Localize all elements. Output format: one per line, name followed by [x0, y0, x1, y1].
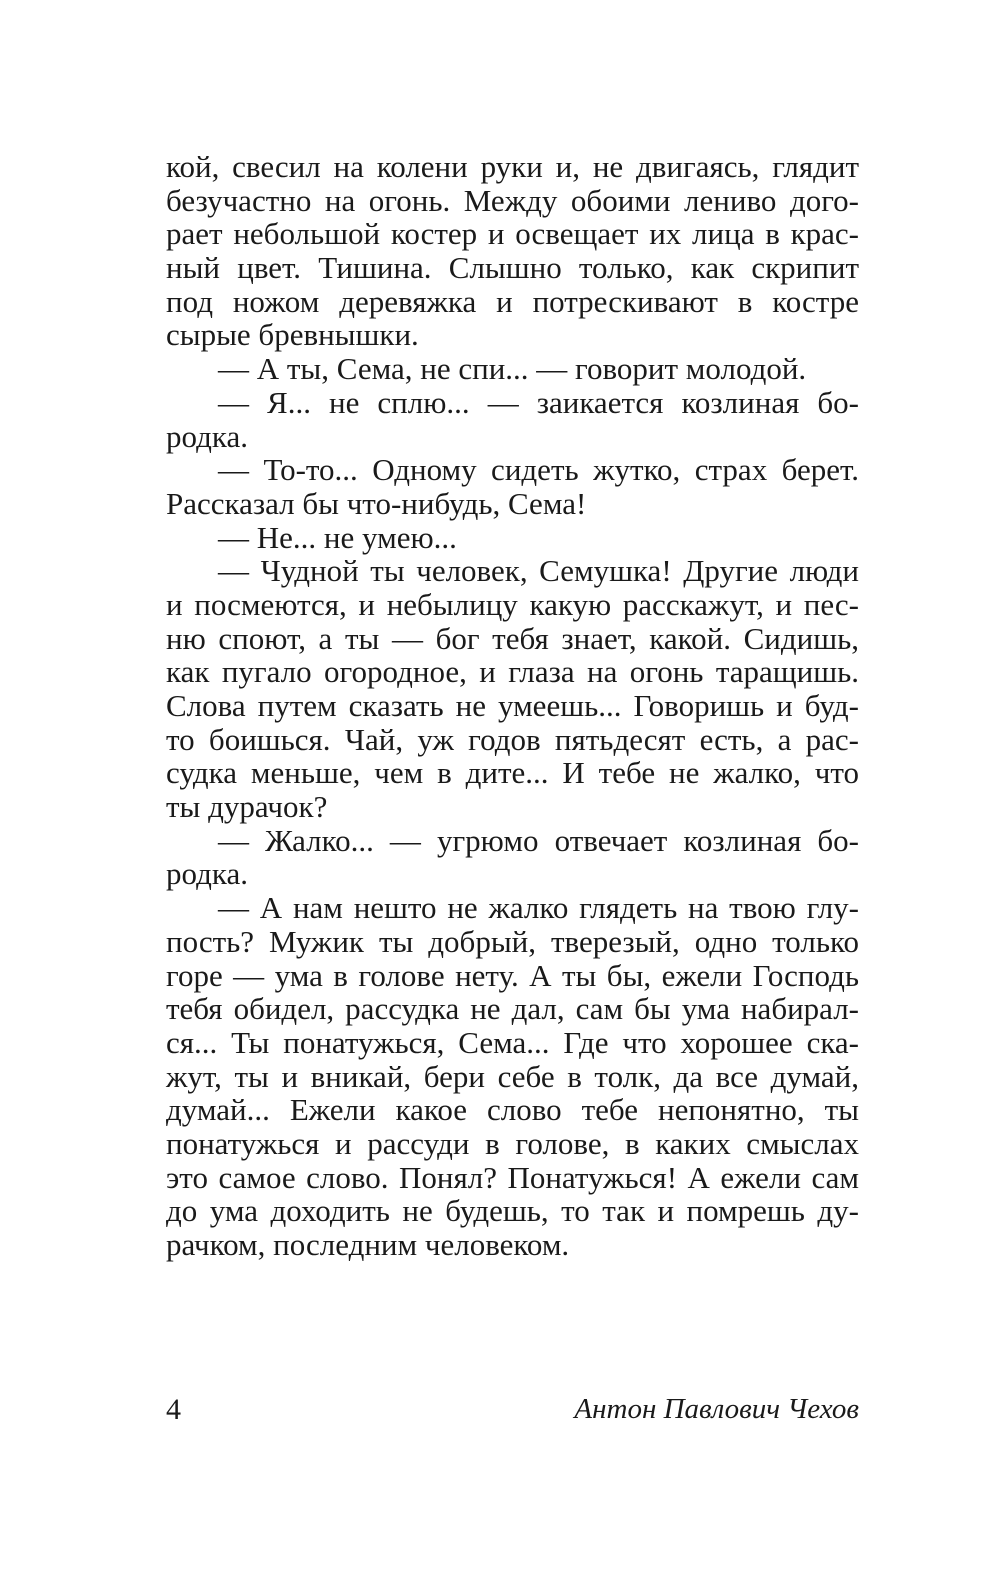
running-head-author: Антон Павлович Чехов [574, 1393, 859, 1425]
text-line: безучастно на огонь. Между обоими лениво дого- [166, 182, 859, 218]
text-line: родка. [166, 856, 248, 892]
paragraph [166, 150, 859, 352]
text-line: это самое слово. Понял? Понатужься! А ежели сам [166, 1159, 859, 1195]
text-line: жут, ты и вникай, бери себе в толк, да все думай, [166, 1058, 859, 1094]
text-line: думай... Ежели какое слово тебе непонятно, ты [166, 1092, 859, 1128]
text-line: Слова путем сказать не умеешь... Говоришь и буд- [166, 688, 859, 723]
text-line: родка. [166, 418, 248, 454]
text-line: ный цвет. Тишина. Слышно только, как скрипит [166, 250, 859, 286]
text-line: — А ты, Сема, не спи... — говорит молодой. [218, 351, 807, 387]
paragraph [166, 891, 859, 1262]
text-line: ты дурачок? [166, 789, 328, 825]
page-footer [166, 1393, 859, 1433]
text-line: до ума доходить не будешь, то так и помрешь ду- [166, 1193, 859, 1229]
text-line: Рассказал бы что-нибудь, Сема! [166, 485, 587, 521]
text-line: — Чудной ты человек, Семушка! Другие люди [218, 553, 859, 589]
text-line: под ножом деревяжка и потрескивают в костре [166, 283, 859, 319]
text-line: — А нам нешто не жалко глядеть на твою глу- [218, 890, 859, 926]
text-line: рает небольшой костер и освещает их лица в крас- [166, 216, 859, 252]
text-line: судка меньше, чем в дите... И тебе не жалко, что [166, 755, 859, 791]
text-line: то боишься. Чай, уж годов пятьдесят есть, а рас- [166, 721, 859, 757]
text-line: — Не... не умею... [218, 519, 457, 555]
paragraph [166, 521, 859, 555]
text-line: — Я... не сплю... — заикается козлиная бо- [218, 384, 859, 420]
text-line: — Жалко... — угрюмо отвечает козлиная бо- [218, 822, 859, 858]
text-line: пость? Мужик ты добрый, тверезый, одно только [166, 923, 859, 959]
text-line: кой, свесил на колени руки и, не двигаясь, глядит [166, 149, 859, 184]
paragraph [166, 386, 859, 453]
text-line: тебя обидел, рассудка не дал, сам бы ума набирал- [166, 991, 859, 1027]
text-line: понатужься и рассуди в голове, в каких смыслах [166, 1125, 859, 1161]
page-number: 4 [166, 1393, 181, 1426]
text-line: ся... Ты понатужься, Сема... Где что хорошее ска- [166, 1024, 859, 1060]
text-line: горе — ума в голове нету. А ты бы, ежели Господь [166, 957, 859, 993]
paragraph [166, 352, 859, 386]
paragraph [166, 824, 859, 891]
body-text [166, 150, 859, 1262]
text-line: рачком, последним человеком. [166, 1227, 570, 1262]
paragraph [166, 554, 859, 824]
text-line: как пугало огородное, и глаза на огонь таращишь. [166, 654, 859, 690]
text-line: — То-то... Одному сидеть жутко, страх берет. [218, 452, 859, 488]
text-line: и посмеются, и небылицу какую расскажут, и пес- [166, 586, 859, 622]
text-line: сырые бревнышки. [166, 317, 419, 353]
text-line: ню споют, а ты — бог тебя знает, какой. Сидишь, [166, 620, 859, 656]
paragraph [166, 453, 859, 520]
